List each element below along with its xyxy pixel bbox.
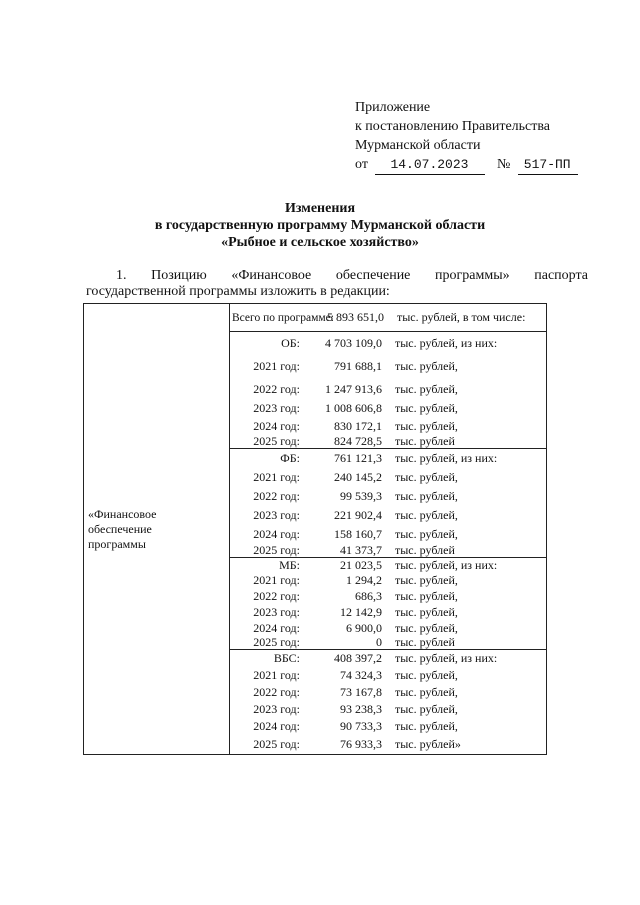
fb-group-cell <box>230 449 547 558</box>
year-row <box>230 525 546 544</box>
budget-group <box>230 449 546 557</box>
row-label: 2021 год: <box>253 668 300 682</box>
title-line-1: Изменения <box>284 201 356 216</box>
row-value: 824 728,5 <box>334 434 382 448</box>
row-value: 21 023,5 <box>340 557 382 572</box>
number-label: № <box>496 157 511 172</box>
ob-group-cell <box>230 332 547 449</box>
total-value: 5 893 651,0 <box>327 310 384 324</box>
row-label: 2024 год: <box>253 527 300 541</box>
budget-group <box>230 650 546 754</box>
budget-total-row <box>230 558 546 572</box>
row-unit: тыс. рублей, <box>395 381 458 396</box>
year-row <box>230 667 546 684</box>
year-row <box>230 604 546 620</box>
row-value: 1 247 913,6 <box>325 381 382 396</box>
row-unit: тыс. рублей, <box>395 489 458 503</box>
row-value: 99 539,3 <box>340 489 382 503</box>
row-label: 2023 год: <box>253 400 300 415</box>
row-value: 221 902,4 <box>334 508 382 522</box>
row-label: ВБС: <box>273 651 300 665</box>
paragraph-line-1 <box>86 268 588 284</box>
document-title <box>0 200 640 251</box>
row-unit: тыс. рублей, <box>395 604 458 619</box>
financing-table <box>83 303 547 755</box>
row-value: 408 397,2 <box>334 651 382 665</box>
row-value: 1 008 606,8 <box>325 400 382 415</box>
year-row <box>230 506 546 525</box>
row-value: 93 238,3 <box>340 702 382 716</box>
year-row <box>230 718 546 735</box>
year-row <box>230 588 546 604</box>
budget-group <box>230 558 546 649</box>
year-row <box>230 435 546 448</box>
row-unit: тыс. рублей, <box>395 719 458 733</box>
row-unit: тыс. рублей, <box>395 702 458 716</box>
row-label: 2025 год: <box>253 543 300 557</box>
row-value: 6 900,0 <box>346 620 382 635</box>
total-unit: тыс. рублей, в том числе: <box>397 310 526 324</box>
row-unit: тыс. рублей, <box>395 400 458 415</box>
year-row <box>230 417 546 435</box>
header-line-2: к постановлению Правительства <box>355 119 551 134</box>
row-unit: тыс. рублей, <box>395 418 458 433</box>
year-row <box>230 354 546 379</box>
row-value: 90 733,3 <box>340 719 382 733</box>
year-row <box>230 701 546 718</box>
row-value: 41 373,7 <box>340 543 382 557</box>
year-row <box>230 636 546 649</box>
row-label: 2025 год: <box>253 737 300 751</box>
year-row <box>230 379 546 399</box>
title-line-3: «Рыбное и сельское хозяйство» <box>221 235 419 250</box>
header-date-line <box>355 155 578 175</box>
paragraph-word: паспорта <box>534 268 588 283</box>
budget-total-row <box>230 332 546 354</box>
row-value: 4 703 109,0 <box>325 335 382 350</box>
row-label: 2021 год: <box>253 572 300 587</box>
row-unit: тыс. рублей, из них: <box>395 557 498 572</box>
row-unit: тыс. рублей, <box>395 527 458 541</box>
row-unit: тыс. рублей, из них: <box>395 651 498 665</box>
row-value: 686,3 <box>355 588 382 603</box>
year-row <box>230 620 546 636</box>
row-value: 158 160,7 <box>334 527 382 541</box>
row-unit: тыс. рублей, из них: <box>395 451 498 465</box>
row-unit: тыс. рублей, <box>395 470 458 484</box>
from-label: от <box>355 157 368 172</box>
vbs-group-cell <box>230 650 547 755</box>
row-label: 2024 год: <box>253 418 300 433</box>
row-value: 761 121,3 <box>334 451 382 465</box>
paragraph-number: 1. <box>116 268 127 283</box>
row-unit: тыс. рублей, из них: <box>395 335 498 350</box>
paragraph-1 <box>86 268 588 300</box>
year-row <box>230 572 546 588</box>
total-label: Всего по программе: <box>232 311 334 324</box>
row-value: 0 <box>376 635 382 649</box>
row-label: 2023 год: <box>253 508 300 522</box>
row-unit: тыс. рублей, <box>395 668 458 682</box>
row-label: 2023 год: <box>253 604 300 619</box>
row-unit: тыс. рублей, <box>395 359 458 373</box>
decree-date: 14.07.2023 <box>375 155 485 175</box>
title-line-2: в государственную программу Мурманской области <box>154 218 486 233</box>
header-line-1: Приложение <box>355 100 431 115</box>
year-row <box>230 735 546 754</box>
year-row <box>230 487 546 506</box>
row-value: 240 145,2 <box>334 470 382 484</box>
row-value: 73 167,8 <box>340 685 382 699</box>
row-unit: тыс. рублей <box>395 434 455 448</box>
header-line-3: Мурманской области <box>355 138 481 153</box>
row-label: 2022 год: <box>253 489 300 503</box>
row-unit: тыс. рублей, <box>395 620 458 635</box>
year-row <box>230 399 546 417</box>
appendix-header <box>355 98 578 175</box>
mb-group-cell <box>230 558 547 650</box>
budget-group <box>230 332 546 448</box>
row-label: МБ: <box>279 557 300 572</box>
budget-total-row <box>230 449 546 468</box>
row-unit: тыс. рублей» <box>395 737 461 751</box>
row-label: 2021 год: <box>253 470 300 484</box>
position-name-line: обеспечение <box>88 521 152 536</box>
row-value: 830 172,1 <box>334 418 382 433</box>
paragraph-word: Позицию <box>151 268 207 283</box>
decree-number: 517-ПП <box>518 155 578 175</box>
row-value: 1 294,2 <box>346 572 382 587</box>
row-unit: тыс. рублей <box>395 543 455 557</box>
year-row <box>230 468 546 487</box>
paragraph-word: «Финансовое <box>231 268 312 283</box>
row-label: ФБ: <box>280 451 300 465</box>
paragraph-line-2: государственной программы изложить в редакции: <box>86 284 390 299</box>
row-unit: тыс. рублей <box>395 635 455 649</box>
row-label: 2025 год: <box>253 635 300 649</box>
year-row <box>230 684 546 701</box>
row-label: 2022 год: <box>253 381 300 396</box>
row-label: 2023 год: <box>253 702 300 716</box>
row-label: 2021 год: <box>253 359 300 373</box>
row-label: ОБ: <box>281 335 300 350</box>
row-unit: тыс. рублей, <box>395 685 458 699</box>
budget-total-row <box>230 650 546 667</box>
position-name-cell <box>84 304 230 755</box>
row-label: 2024 год: <box>253 719 300 733</box>
position-name-line: программы <box>88 536 146 551</box>
row-value: 12 142,9 <box>340 604 382 619</box>
row-unit: тыс. рублей, <box>395 508 458 522</box>
position-name-line: «Финансовое <box>88 506 157 521</box>
row-label: 2022 год: <box>253 588 300 603</box>
row-label: 2022 год: <box>253 685 300 699</box>
row-unit: тыс. рублей, <box>395 572 458 587</box>
row-value: 76 933,3 <box>340 737 382 751</box>
paragraph-word: программы» <box>435 268 510 283</box>
row-label: 2024 год: <box>253 620 300 635</box>
row-label: 2025 год: <box>253 434 300 448</box>
year-row <box>230 544 546 557</box>
total-row <box>230 304 546 331</box>
total-cell <box>230 304 547 332</box>
row-unit: тыс. рублей, <box>395 588 458 603</box>
row-value: 791 688,1 <box>334 359 382 373</box>
row-value: 74 324,3 <box>340 668 382 682</box>
paragraph-word: обеспечение <box>335 268 411 283</box>
